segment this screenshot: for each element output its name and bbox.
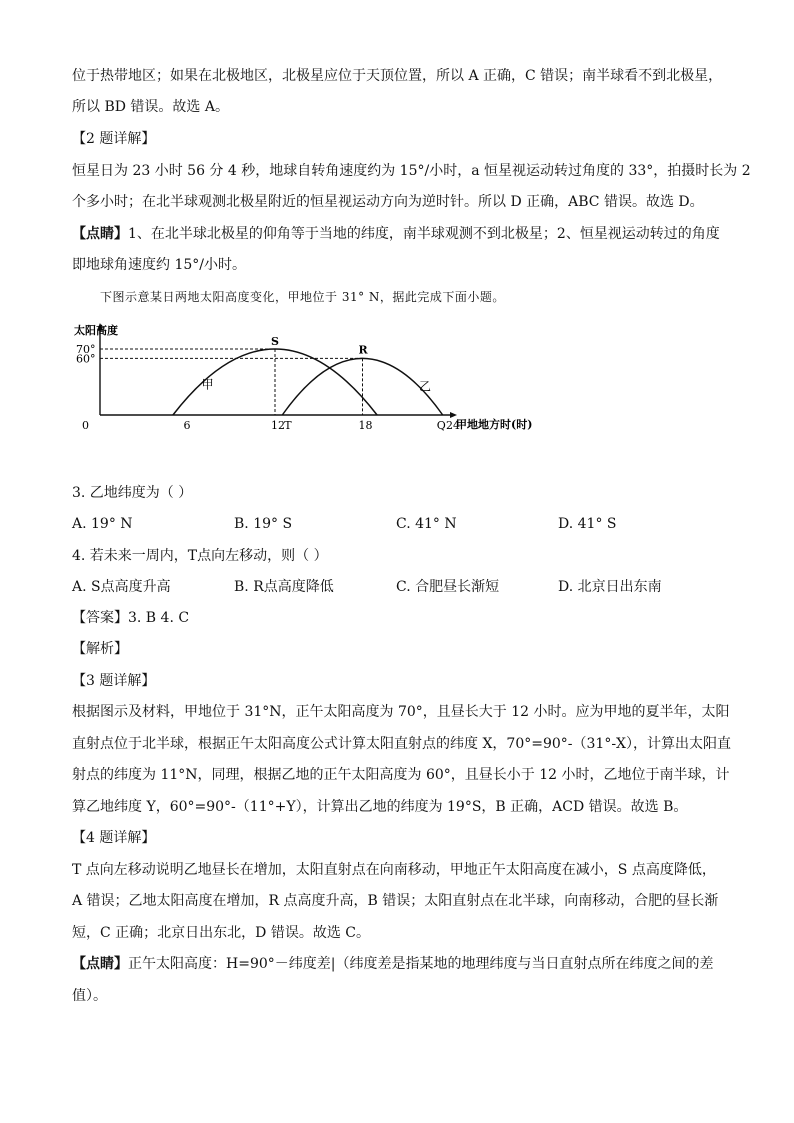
q3-option-d: D. 41° S xyxy=(558,516,617,532)
tip-text: 正午太阳高度：H=90°－纬度差|（纬度差是指某地的地理纬度与当日直射点所在纬度之间的差 xyxy=(128,956,714,972)
q3-option-a: A. 19° N xyxy=(72,516,133,532)
tip-heading: 【点睛】 xyxy=(72,226,128,242)
tip-heading: 【点睛】 xyxy=(72,956,128,972)
x-tick-label: 12 xyxy=(271,419,285,432)
analysis-heading: 【解析】 xyxy=(72,641,128,657)
question-intro: 下图示意某日两地太阳高度变化，甲地位于 31° N，据此完成下面小题。 xyxy=(100,290,505,304)
text-line: 射点的纬度为 11°N，同理，根据乙地的正午太阳高度为 60°，且昼长小于 12 小时，乙地位于南半球，计 xyxy=(72,767,730,783)
x-tick-label: 6 xyxy=(183,419,191,432)
q4-option-a: A. S点高度升高 xyxy=(72,579,171,595)
point-label-s: S xyxy=(271,335,279,348)
point-label-r: R xyxy=(358,343,368,357)
series-label-yi: 乙 xyxy=(419,379,432,394)
answer-heading: 【答案】 xyxy=(72,610,128,626)
y-tick-label: 60° xyxy=(76,352,96,366)
q4-stem: 4. 若未来一周内，T点向左移动，则（ ） xyxy=(72,548,328,564)
text-line: 值）。 xyxy=(72,988,107,1004)
tip-line xyxy=(72,224,720,244)
tip-line xyxy=(72,954,713,974)
answer-text: 3. B 4. C xyxy=(128,610,190,626)
q3-detail-heading: 【3 题详解】 xyxy=(72,673,156,689)
text-line: 根据图示及材料，甲地位于 31°N，正午太阳高度为 70°，且昼长大于 12 小时。应为甲地的夏半年，太阳 xyxy=(72,704,730,720)
x-tick-label: 24 xyxy=(446,419,460,432)
text-line: 个多小时；在北半球观测北极星附近的恒星视运动方向为逆时针。所以 D 正确，ABC 错误。故选 D。 xyxy=(72,194,704,210)
q3-stem: 3. 乙地纬度为（ ） xyxy=(72,485,193,501)
answer-line xyxy=(72,608,189,628)
q2-detail-heading: 【2 题详解】 xyxy=(72,131,156,147)
series-label-jia: 甲 xyxy=(201,377,214,392)
text-line: 所以 BD 错误。故选 A。 xyxy=(72,99,229,115)
q3-option-c: C. 41° N xyxy=(396,516,457,532)
y-tick-label: 70° xyxy=(76,343,96,356)
text-line: 算乙地纬度 Y，60°=90°-（11°+Y），计算出乙地的纬度为 19°S，B 正确，ACD 错误。故选 B。 xyxy=(72,799,688,815)
text-line: A 错误；乙地太阳高度在增加，R 点高度升高，B 错误；太阳直射点在北半球，向南移动，合肥的昼长渐 xyxy=(72,893,719,909)
text-line: T 点向左移动说明乙地昼长在增加，太阳直射点在向南移动，甲地正午太阳高度在减小，S 点高度降低， xyxy=(72,862,716,878)
text-line: 即地球角速度约 15°/小时。 xyxy=(72,257,246,273)
point-label-t: T xyxy=(284,419,292,432)
text-line: 位于热带地区；如果在北极地区，北极星应位于天顶位置，所以 A 正确，C 错误；南半球看不到北极星， xyxy=(72,68,723,84)
q3-option-b: B. 19° S xyxy=(234,516,293,532)
text-line: 短，C 正确；北京日出东北，D 错误。故选 C。 xyxy=(72,925,370,941)
point-label-q: Q xyxy=(436,419,446,432)
q4-detail-heading: 【4 题详解】 xyxy=(72,830,156,846)
x-axis-label: 甲地地方时(时) xyxy=(456,418,533,431)
tip-text: 1、在北半球北极星的仰角等于当地的纬度，南半球观测不到北极星；2、恒星视运动转过的角度 xyxy=(128,226,720,242)
y-axis-label: 太阳高度 xyxy=(74,324,118,337)
y-tick-label: 0 xyxy=(82,419,89,432)
q4-option-b: B. R点高度降低 xyxy=(234,579,334,595)
text-line: 恒星日为 23 小时 56 分 4 秒，地球自转角速度约为 15°/小时，a 恒星视运动转过角度的 33°，拍摄时长为 2 xyxy=(72,163,751,179)
solar-altitude-chart xyxy=(72,318,533,458)
q4-option-c: C. 合肥昼长渐短 xyxy=(396,579,500,595)
text-line: 直射点位于北半球，根据正午太阳高度公式计算太阳直射点的纬度 X，70°=90°-（31°-X），计算出太阳直 xyxy=(72,736,732,752)
x-tick-label: 18 xyxy=(358,419,373,432)
q4-option-d: D. 北京日出东南 xyxy=(558,579,662,595)
